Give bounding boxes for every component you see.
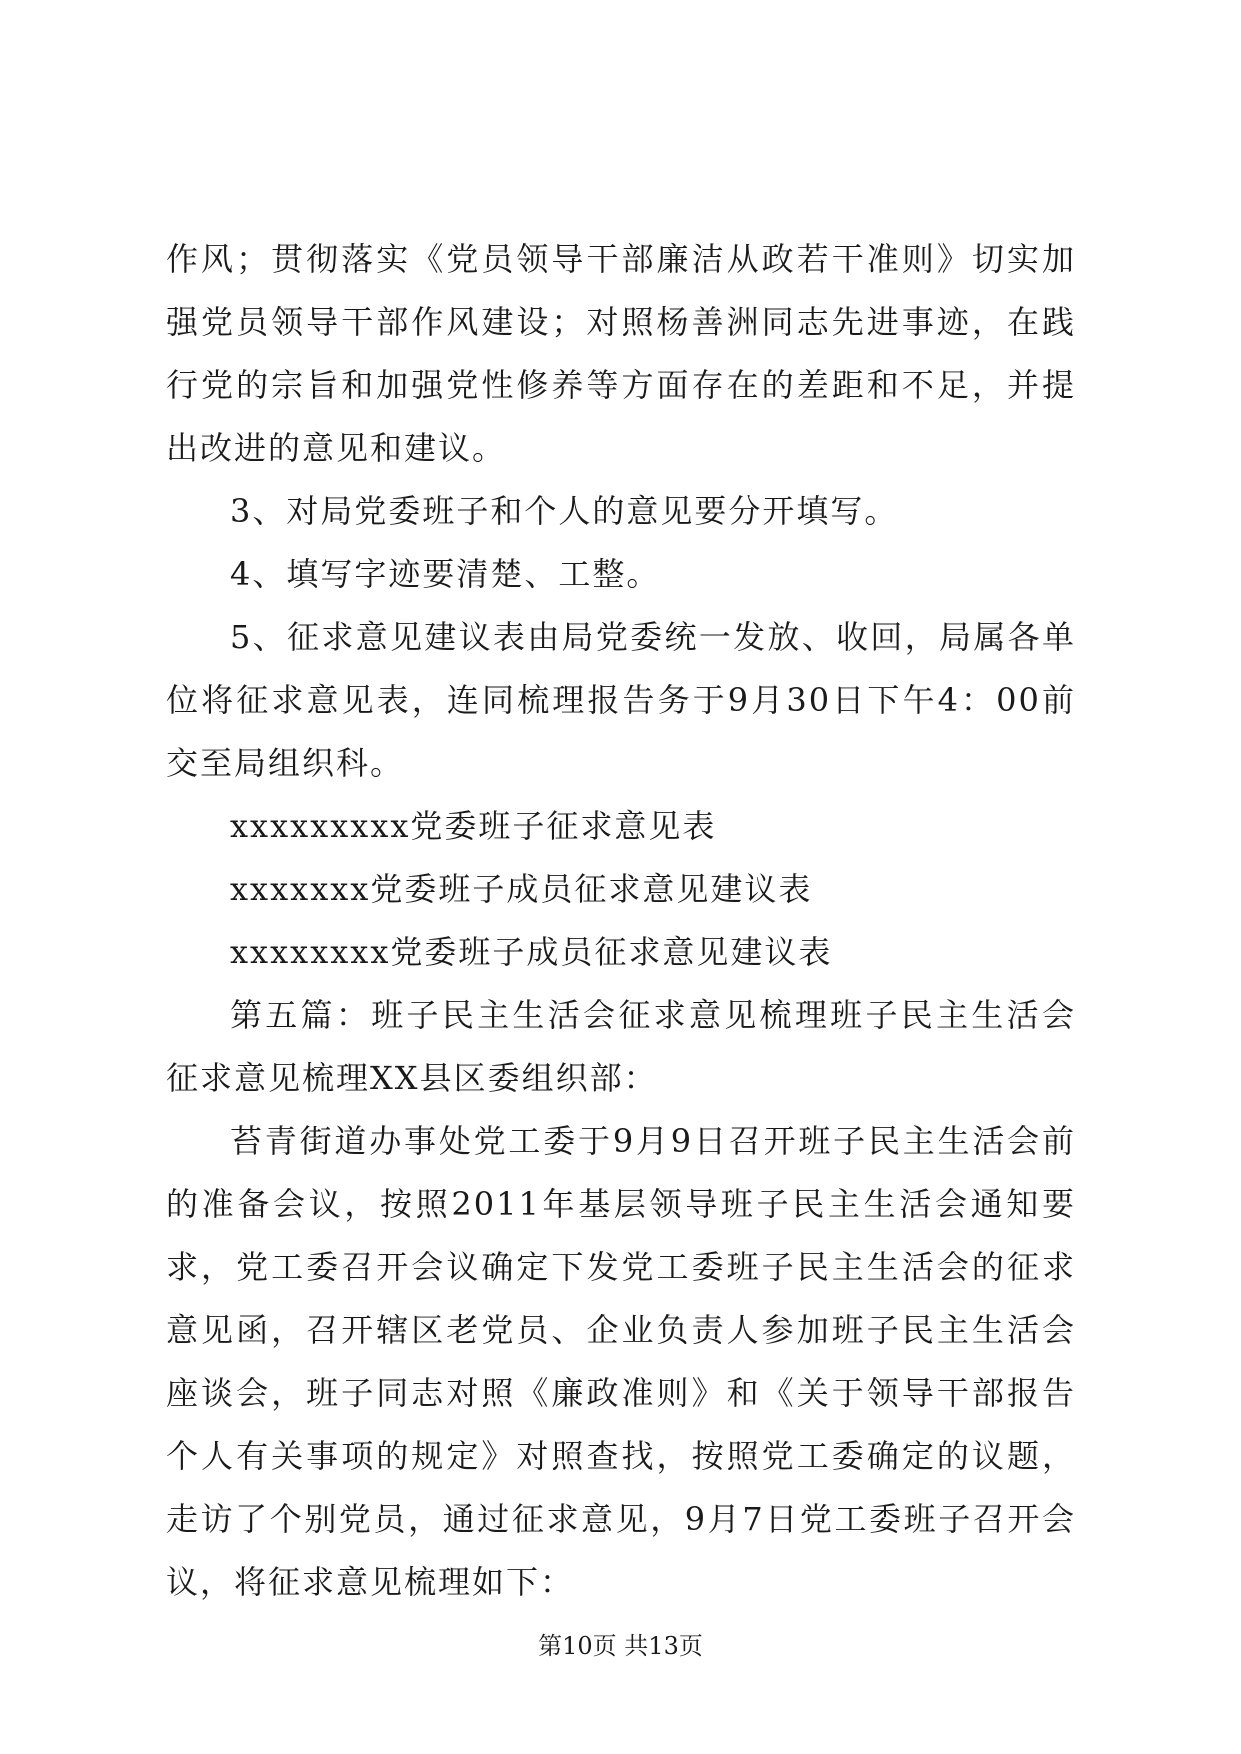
form-title-committee: xxxxxxxxx党委班子征求意见表 [230, 807, 717, 845]
document-body [166, 228, 1076, 1614]
paragraph-item-4: 4、填写字迹要清楚、工整。 [230, 555, 661, 593]
paragraph-item-3: 3、对局党委班子和个人的意见要分开填写。 [230, 492, 899, 530]
form-title-members-1: xxxxxxx党委班子成员征求意见建议表 [230, 870, 813, 908]
paragraph-item-5: 5、征求意见建议表由局党委统一发放、收回，局属各单位将征求意见表，连同梳理报告务于9月30日下午4：00前交至局组织科。 [166, 618, 1076, 782]
page-footer [0, 1631, 1241, 1661]
page-number: 第10页 共13页 [538, 1632, 703, 1660]
paragraph-meeting-report: 苔青街道办事处党工委于9月9日召开班子民主生活会前的准备会议，按照2011年基层领导班子民主生活会通知要求，党工委召开会议确定下发党工委班子民主生活会的征求意见函，召开辖区老党员、企业负责人参加班子民主生活会座谈会，班子同志对照《廉政准则》和《关于领导干部报告个人有关事项的规定》对照查找，按照党工委确定的议题，走访了个别党员，通过征求意见，9月7日党工委班子召开会议，将征求意见梳理如下： [166, 1122, 1076, 1601]
section-heading-part-five: 第五篇：班子民主生活会征求意见梳理班子民主生活会征求意见梳理XX县区委组织部： [166, 996, 1076, 1097]
form-title-members-2: xxxxxxxx党委班子成员征求意见建议表 [230, 933, 833, 971]
paragraph-continuation: 作风；贯彻落实《党员领导干部廉洁从政若干准则》切实加强党员领导干部作风建设；对照杨善洲同志先进事迹，在践行党的宗旨和加强党性修养等方面存在的差距和不足，并提出改进的意见和建议。 [166, 240, 1076, 467]
